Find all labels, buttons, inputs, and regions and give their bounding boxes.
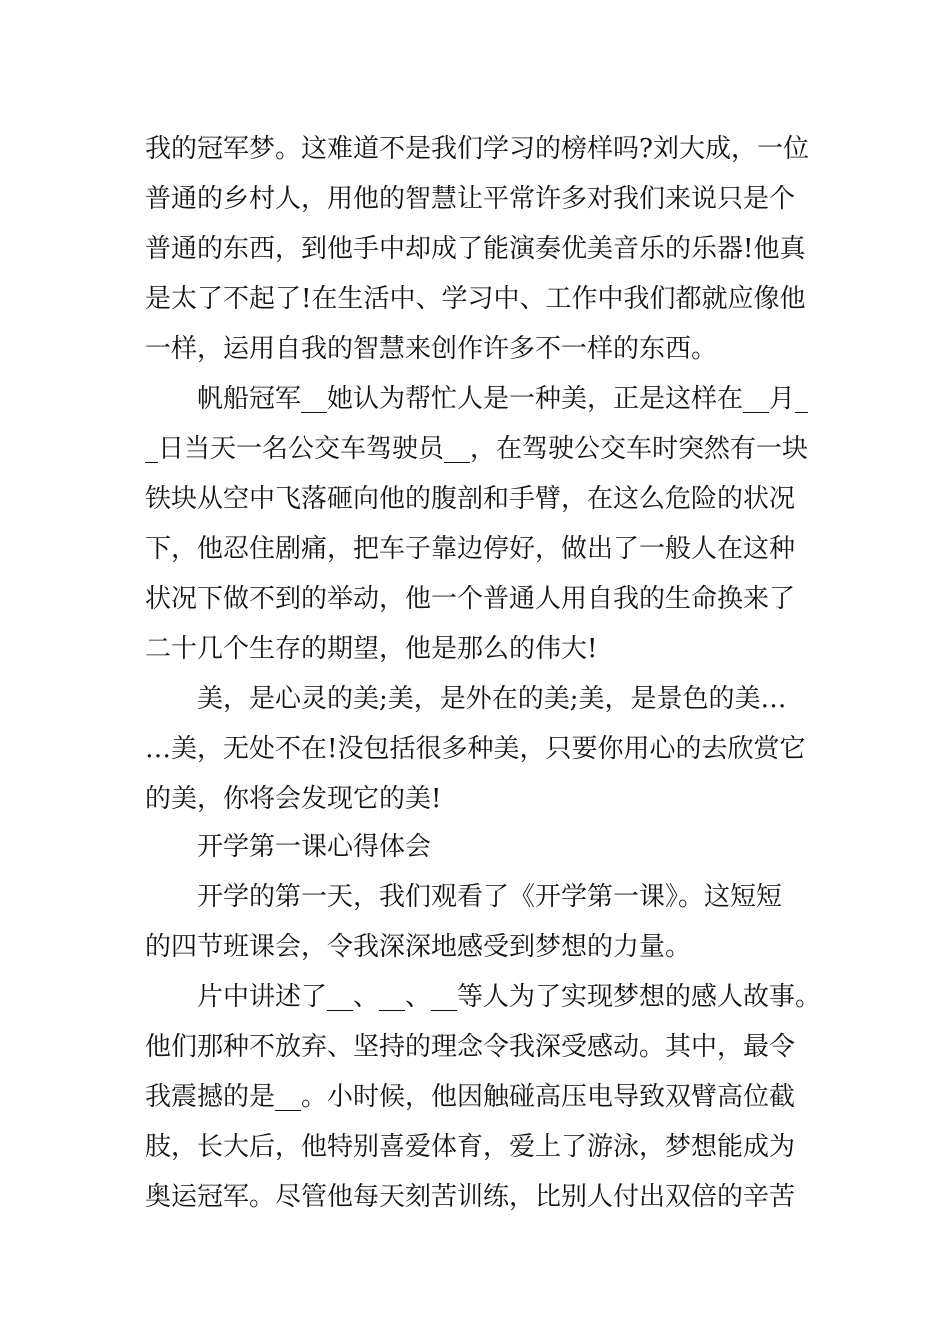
section-heading: 开学第一课心得体会 <box>197 832 432 862</box>
text-line: 是太了不起了!在生活中、学习中、工作中我们都就应像他 <box>145 284 806 314</box>
text-line: 我震撼的是__。小时候，他因触碰高压电导致双臂高位截 <box>145 1082 796 1112</box>
text-line: 他们那种不放弃、坚持的理念令我深受感动。其中，最令 <box>145 1032 796 1062</box>
text-line: 的四节班课会，令我深深地感受到梦想的力量。 <box>145 932 692 962</box>
text-line: 我的冠军梦。这难道不是我们学习的榜样吗?刘大成，一位 <box>145 134 809 164</box>
text-line: 美，是心灵的美;美，是外在的美;美，是景色的美… <box>197 684 787 714</box>
text-line: 二十几个生存的期望，他是那么的伟大! <box>145 634 598 664</box>
text-line: _日当天一名公交车驾驶员__，在驾驶公交车时突然有一块 <box>145 434 809 464</box>
text-line: 开学的第一天，我们观看了《开学第一课》。这短短 <box>197 882 783 912</box>
text-line: 的美，你将会发现它的美! <box>145 784 442 814</box>
text-line: 奥运冠军。尽管他每天刻苦训练，比别人付出双倍的辛苦 <box>145 1182 796 1212</box>
text-line: 肢，长大后，他特别喜爱体育，爱上了游泳，梦想能成为 <box>145 1132 796 1162</box>
text-line: 铁块从空中飞落砸向他的腹剖和手臂，在这么危险的状况 <box>145 484 796 514</box>
text-line: 片中讲述了__、__、__等人为了实现梦想的感人故事。 <box>197 982 822 1012</box>
text-line: 帆船冠军__她认为帮忙人是一种美，正是这样在__月_ <box>197 384 809 414</box>
text-line: 一样，运用自我的智慧来创作许多不一样的东西。 <box>145 334 718 364</box>
text-line: 普通的乡村人，用他的智慧让平常许多对我们来说只是个 <box>145 184 796 214</box>
text-line: …美，无处不在!没包括很多种美，只要你用心的去欣赏它 <box>145 734 806 764</box>
text-line: 状况下做不到的举动，他一个普通人用自我的生命换来了 <box>145 584 796 614</box>
text-line: 普通的东西，到他手中却成了能演奏优美音乐的乐器!他真 <box>145 234 806 264</box>
text-line: 下，他忍住剧痛，把车子靠边停好，做出了一般人在这种 <box>145 534 796 564</box>
